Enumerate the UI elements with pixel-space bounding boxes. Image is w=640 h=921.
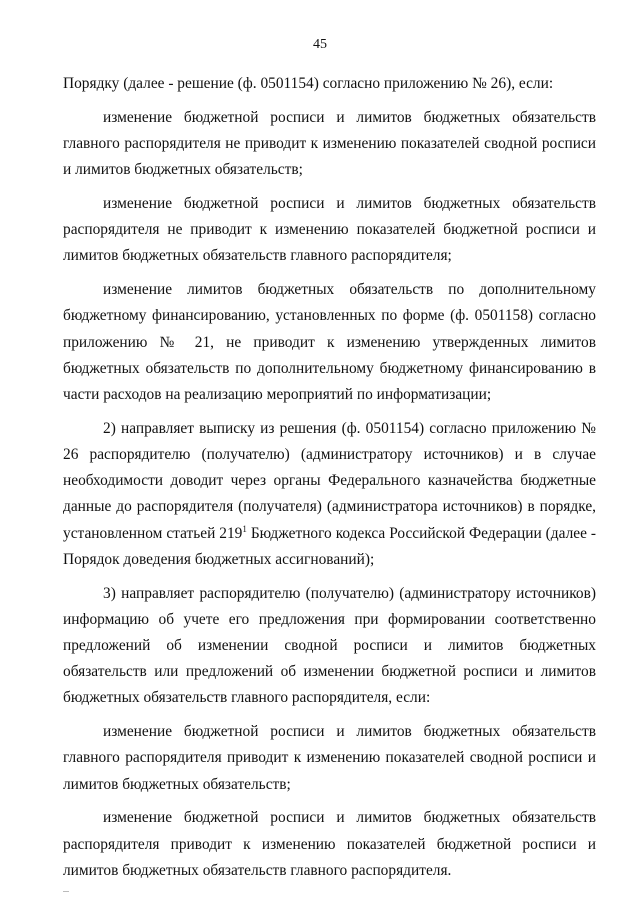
paragraph-condition-1: изменение бюджетной росписи и лимитов бюджетных обязательств главного распорядителя не приводит к изменению показателей сводной росписи и лимитов бюджетных обязательств;: [63, 108, 596, 179]
paragraph-condition-3: изменение лимитов бюджетных обязательств по дополнительному бюджетному финансированию, установленных по форме (ф. 0501158) согласно приложению № 21, не приводит к изменению утвержденных лимитов бюджетных обязательств по дополнительному бюджетному финансированию в части расходов на реализацию мероприятий по информатизации;: [63, 281, 596, 404]
page-number: 45: [313, 37, 327, 52]
paragraph-intro: Порядку (далее - решение (ф. 0501154) согласно приложению № 26), если:: [63, 75, 554, 92]
paragraph-condition-2: изменение бюджетной росписи и лимитов бюджетных обязательств распорядителя не приводит к изменению показателей бюджетной росписи и лимитов бюджетных обязательств главного распорядителя;: [63, 195, 596, 265]
paragraph-condition-4: изменение бюджетной росписи и лимитов бюджетных обязательств главного распорядителя приводит к изменению показателей сводной росписи и лимитов бюджетных обязательств;: [63, 723, 596, 793]
paragraph-condition-5: изменение бюджетной росписи и лимитов бюджетных обязательств распорядителя приводит к изменению показателей бюджетной росписи и лимитов бюджетных обязательств главного распорядителя.: [63, 809, 596, 879]
paragraph-item-2-text-cont: Бюджетного кодекса Российской Федерации (далее - Порядок доведения бюджетных ассигнований);: [63, 524, 596, 568]
scan-mark: [63, 891, 69, 892]
paragraph-item-3: 3) направляет распорядителю (получателю) (администратору источников) информацию об учете его предложения при формировании соответственно предложений об изменении сводной росписи и лимитов бюджетных обязательств или предложений об изменении бюджетной росписи и лимитов бюджетных обязательств главного распорядителя, если:: [63, 584, 596, 707]
paragraph-item-2: [63, 416, 596, 573]
document-body: [63, 71, 596, 892]
footnote-superscript: 1: [242, 523, 247, 534]
paragraph-item-2-text: 2) направляет выписку из решения (ф. 0501154) согласно приложению № 26 распорядителю (получателю) (администратору источников) и в случае необходимости доводит через органы Федерального казначейства бюджетные данные до распорядителя (получателя) (администратора источников) в порядке, установленном статьей 219: [63, 419, 596, 542]
